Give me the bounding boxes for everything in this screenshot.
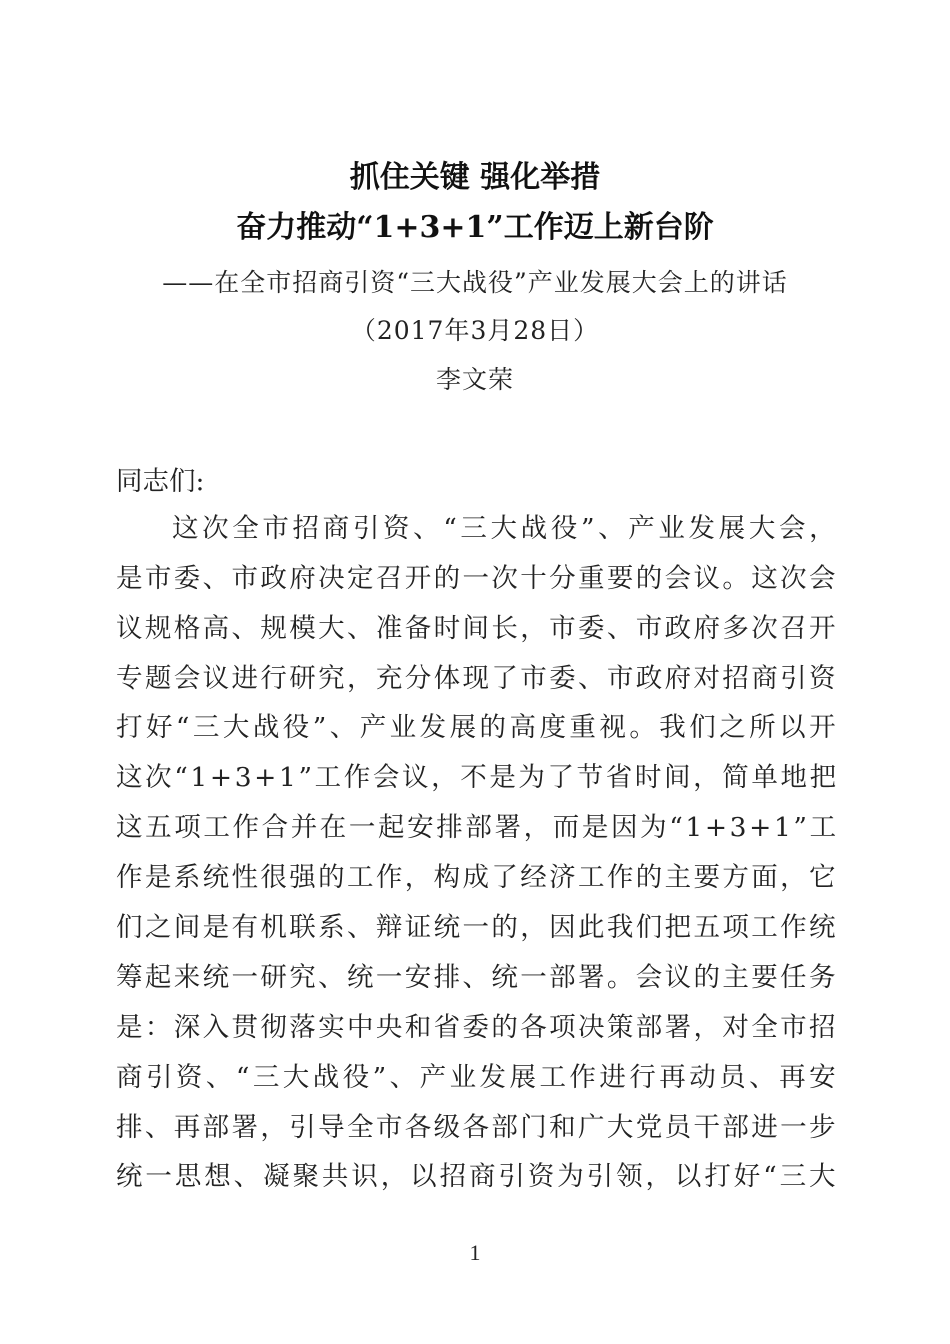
page-number: 1 (469, 1240, 481, 1265)
paragraph-line: 这次“1+3+1”工作会议，不是为了节省时间，简单地把 (116, 762, 839, 793)
document-title-line-2: 奋力推动“1+3+1”工作迈上新台阶 (236, 210, 714, 245)
paragraph-line: 作是系统性很强的工作，构成了经济工作的主要方面，它 (116, 862, 838, 893)
document-date: （2017年3月28日） (350, 316, 600, 345)
paragraph-line: 这五项工作合并在一起安排部署，而是因为“1+3+1”工 (116, 812, 839, 843)
paragraph-line: 议规格高、规模大、准备时间长，市委、市政府多次召开 (116, 613, 838, 644)
document-title-line-1: 抓住关键 强化举措 (349, 160, 601, 195)
paragraph-line: 是市委、市政府决定召开的一次十分重要的会议。这次会 (116, 563, 838, 594)
paragraph-line: 是：深入贯彻落实中央和省委的各项决策部署，对全市招 (116, 1012, 838, 1043)
salutation: 同志们: (116, 466, 205, 497)
paragraph-line: 排、再部署，引导全市各级各部门和广大党员干部进一步 (116, 1112, 838, 1143)
document-author: 李文荣 (435, 365, 514, 394)
paragraph-line: 商引资、“三大战役”、产业发展工作进行再动员、再安 (116, 1062, 840, 1093)
paragraph-line: 们之间是有机联系、辩证统一的，因此我们把五项工作统 (116, 912, 838, 943)
document-subtitle: ——在全市招商引资“三大战役”产业发展大会上的讲话 (162, 268, 788, 297)
paragraph-line: 这次全市招商引资、“三大战役”、产业发展大会， (172, 513, 840, 544)
paragraph-line: 打好“三大战役”、产业发展的高度重视。我们之所以开 (116, 712, 840, 743)
paragraph-line: 筹起来统一研究、统一安排、统一部署。会议的主要任务 (116, 962, 838, 993)
paragraph-line: 统一思想、凝聚共识，以招商引资为引领，以打好“三大 (116, 1161, 839, 1192)
paragraph-line: 专题会议进行研究，充分体现了市委、市政府对招商引资 (116, 663, 838, 694)
